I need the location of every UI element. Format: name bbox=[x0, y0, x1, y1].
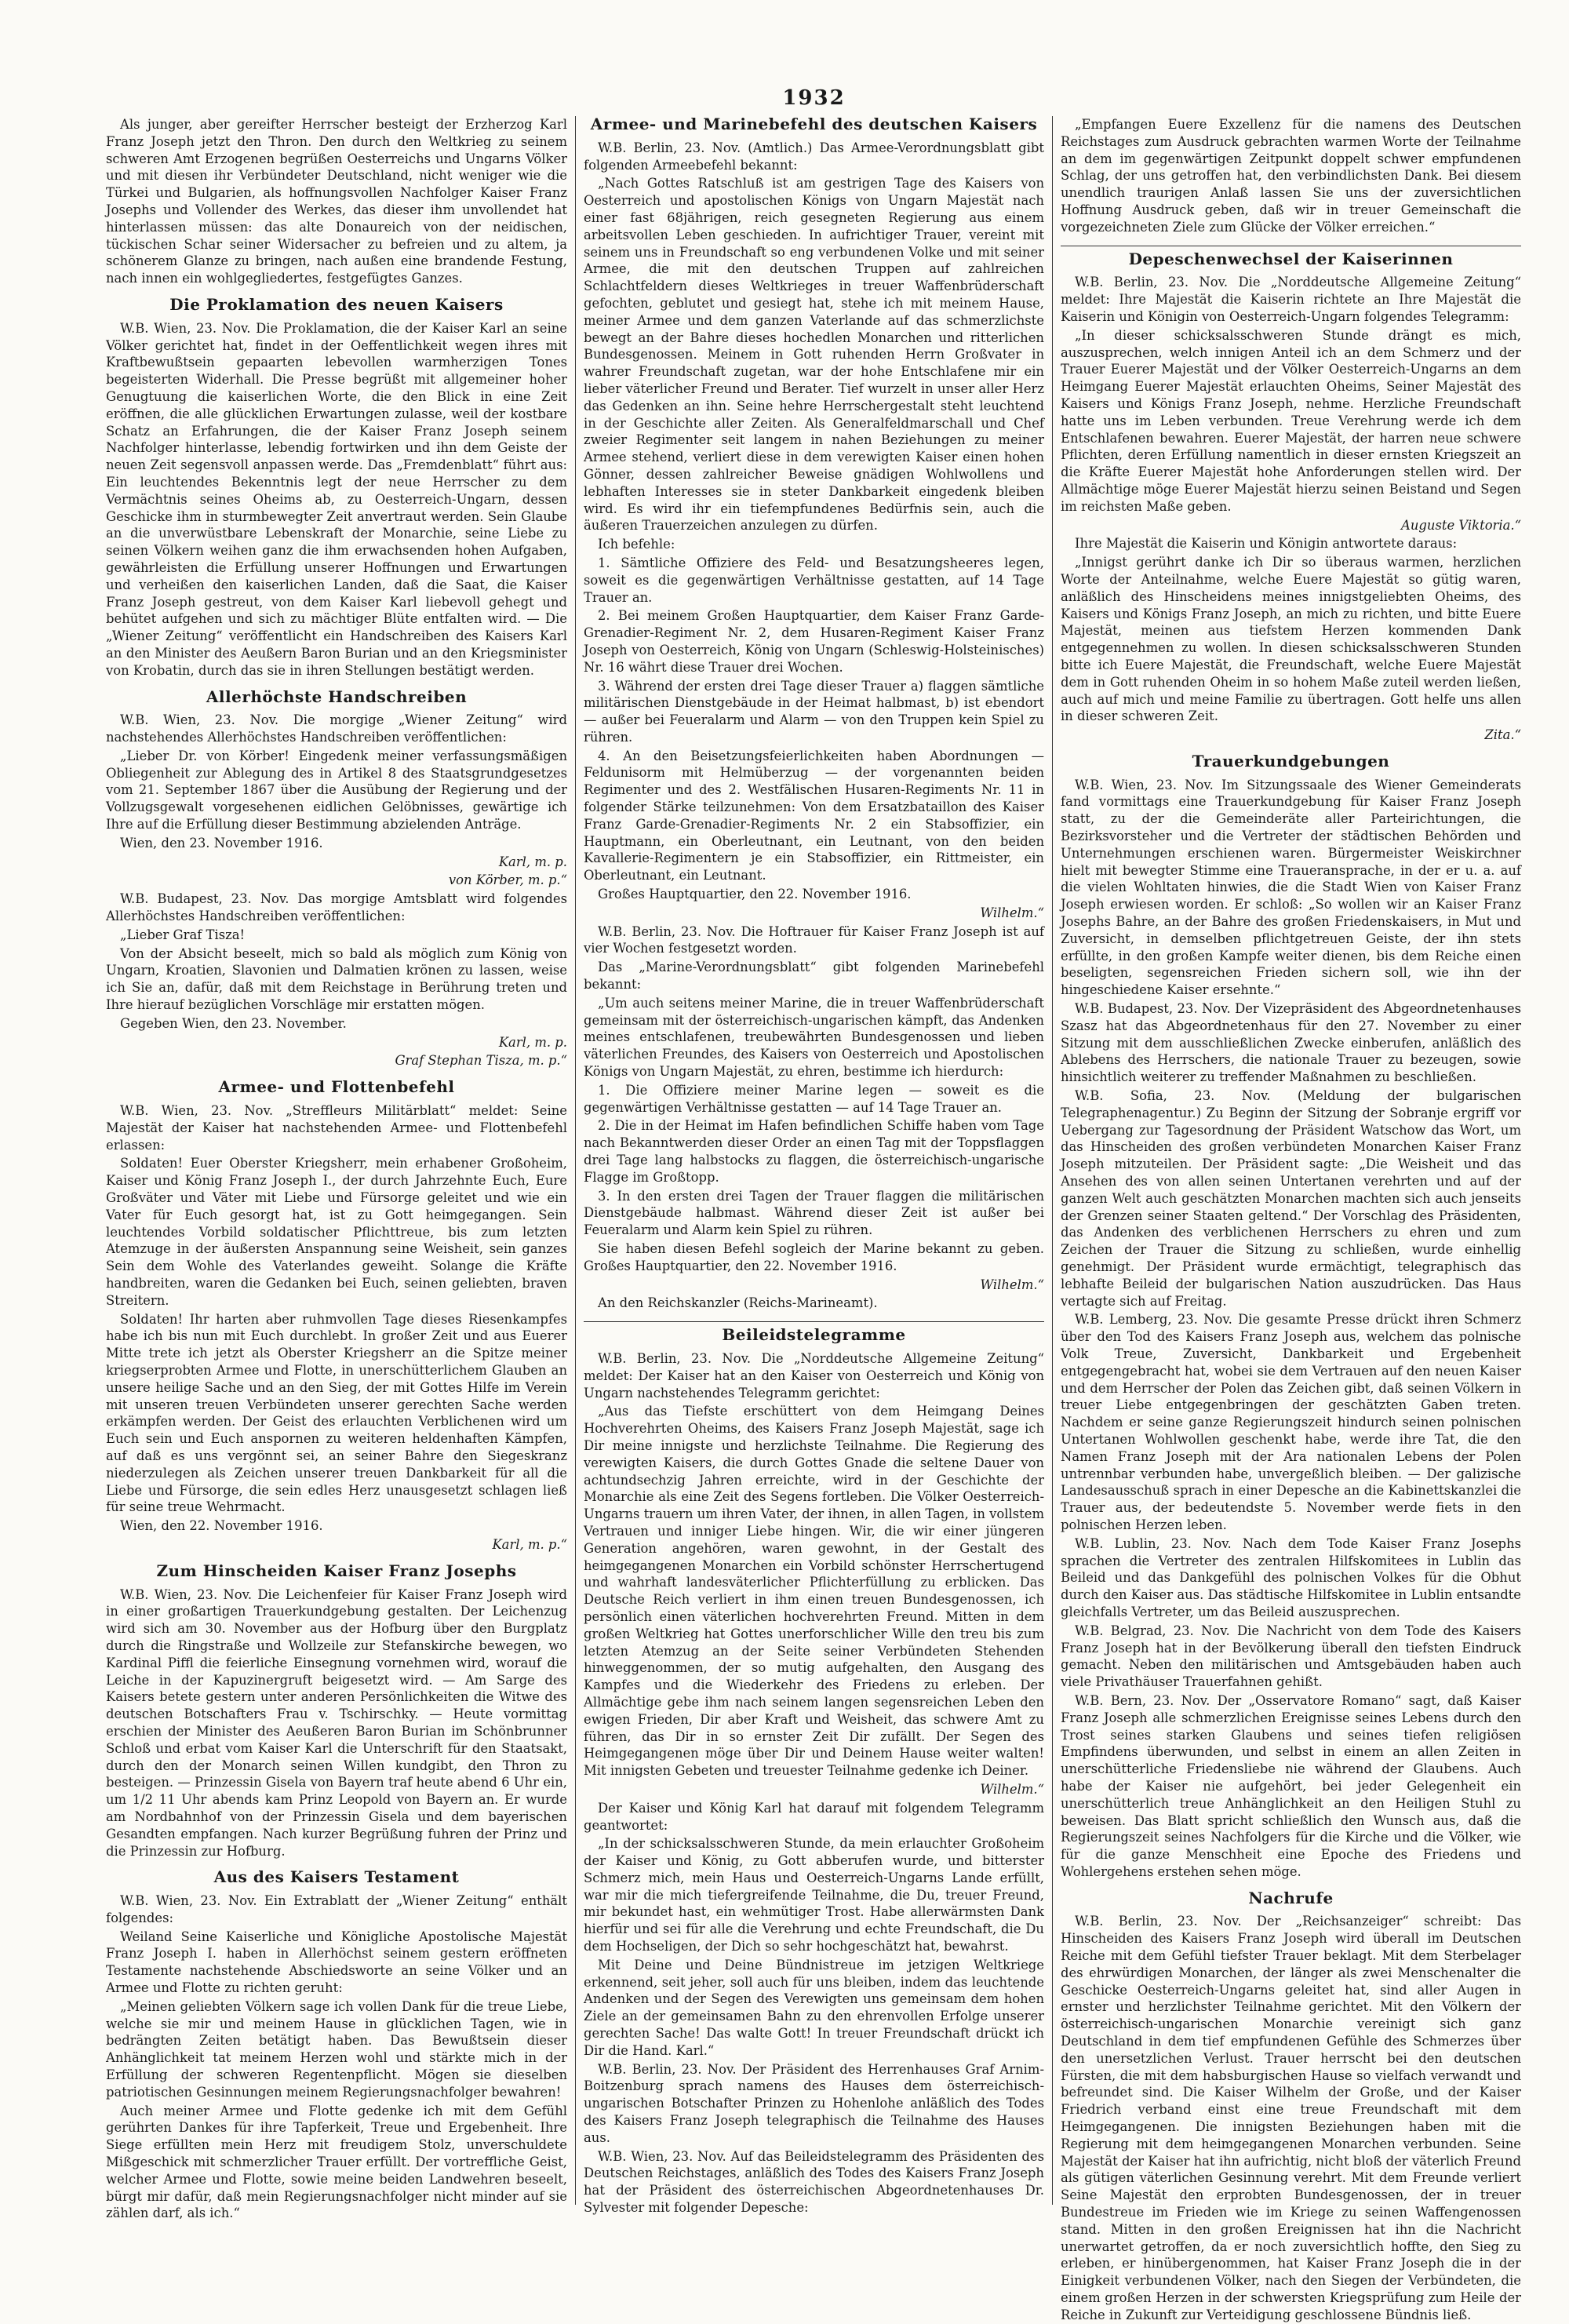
heading-marinebefehl: Armee- und Marinebefehl des deutschen Kaisers bbox=[590, 115, 1038, 133]
paragraph: Sie haben diesen Befehl sogleich der Marine bekannt zu geben. Großes Hauptquartier, den 22. November 1916. bbox=[584, 1241, 1044, 1273]
paragraph: W.B. Wien, 23. Nov. Die Leichenfeier für Kaiser Franz Joseph wird in einer großartigen Trauerkundgebung gestalten. Der Leichenzug wird sich am 30. November aus der Hofburg über den Burgplatz durch die Ringstraße und Wollzeile zur Stefanskirche bewegen, wo Kardinal Piffl die feierliche Einsegnung vornehmen wird, worauf die Leiche in der Kapuzinergruft beigesetzt wird. — Am Sarge des Kaisers betete gestern unter anderen Persönlichkeiten die Witwe des deutschen Botschafters Frau v. Tschirschky. — Heute vormittag erschien der Minister des Aeußeren Baron Burian im Schönbrunner Schloß und erbat vom Kaiser Karl die Unterschrift für den Staatsakt, durch den der Monarch seinen Willen kundgibt, den Thron zu besteigen. — Prinzessin Gisela von Bayern traf heute abend 6 Uhr ein, um 1/2 11 Uhr abends kam Prinz Leopold von Bayern an. Er wurde am Nordbahnhof von der Prinzessin Gisela und dem bayerischen Gesandten empfangen. Nach kurzer Begrüßung fuhren der Prinz und die Prinzessin zur Hofburg. bbox=[106, 1586, 567, 1859]
paragraph: 1. Die Offiziere meiner Marine legen — soweit es die gegenwärtigen Verhältnisse gestatten — auf 14 Tage Trauer an. bbox=[584, 1082, 1044, 1115]
paragraph: W.B. Berlin, 23. Nov. Der Präsident des Herrenhauses Graf Arnim-Boitzenburg sprach namens des Hauses dem österreichisch-ungarischen Botschafter Prinzen zu Hohenlohe anläßlich des Todes des Kaisers Franz Joseph telegraphisch die Teilnahme des Hauses aus. bbox=[584, 2061, 1044, 2145]
signature: von Körber, m. p.“ bbox=[448, 872, 567, 888]
paragraph: W.B. Berlin, 23. Nov. Die Hoftrauer für Kaiser Franz Joseph ist auf vier Wochen festgesetzt worden. bbox=[584, 923, 1044, 956]
paragraph: W.B. Wien, 23. Nov. „Streffleurs Militärblatt“ meldet: Seine Majestät der Kaiser hat nachstehenden Armee- und Flottenbefehl erlassen: bbox=[106, 1103, 567, 1153]
paragraph: Ihre Majestät die Kaiserin und Königin antwortete daraus: bbox=[1075, 536, 1458, 552]
intro-paragraph: Als junger, aber gereifter Herrscher besteigt der Erzherzog Karl Franz Joseph jetzt den Thron. Den durch den Weltkrieg zu seinem schweren Amt Erzogenen begrüßen Oesterreichs und Ungarns Völker und mit diesen ihr Verbündeter Deutschland, nicht weniger wie die Türkei und Bulgarien, als hoffnungsvollen Nachfolger Kaiser Franz Josephs und Vollender des Werkes, das dieser ihm unvollendet hat hinterlassen müssen: das alte Donaureich von der neidischen, tückischen Schar seiner Widersacher zu befreien und zu altem, ja schönerem Glanze zu bringen, nach außen eine brandende Festung, nach innen ein wohlgegliedertes, festgefügtes Ganzes. bbox=[106, 117, 567, 286]
dateline: Großes Hauptquartier, den 22. November 1916. bbox=[598, 887, 912, 902]
page-number: 1932 bbox=[782, 86, 846, 110]
paragraph: An den Reichskanzler (Reichs-Marineamt). bbox=[598, 1295, 878, 1311]
signature: Wilhelm.“ bbox=[980, 1277, 1044, 1292]
paragraph: W.B. Berlin, 23. Nov. Die „Norddeutsche Allgemeine Zeitung“ meldet: Der Kaiser hat an den Kaiser von Oesterreich und König von Ungarn nachstehendes Telegramm gerichtet: bbox=[584, 1350, 1044, 1401]
paragraph: W.B. Wien, 23. Nov. Die Proklamation, die der Kaiser Karl an seine Völker gerichtet hat, findet in der Oeffentlichkeit wegen ihres mit Kraftbewußtsein gepaarten lebevollen warmherzigen Tones begeisterten Widerhall. Die Presse begrüßt mit allgemeiner hoher Genugtuung die kaiserlichen Worte, die den Blick in eine Zeit eröffnen, die alle glücklichen Erwartungen zulasse, weil der kostbare Schatz an Erfahrungen, die der Kaiser Franz Joseph seinem Nachfolger hinterlasse, lebendig fortwirken und ihn dem Geiste der neuen Zeit segensvoll anpassen werde. Das „Fremdenblatt“ führt aus: Ein leuchtendes Bekenntnis legt der neue Herrscher zu dem Vermächtnis seines Oheims ab, zu Oesterreich-Ungarn, dessen Geschicke ihm in sturmbewegter Zeit anvertraut werden. Sein Glaube an die unverwüstbare Lebenskraft der Monarchie, seine Liebe zu seinen Völkern weihen ganz die ihm erwachsenden hohen Aufgaben, gewährleisten die Erfüllung unserer Hoffnungen und Erwartungen und verheißen den kaiserlichen Landen, daß die Saat, die Kaiser Franz Joseph gestreut, von dem Kaiser Karl liebevoll gehegt und behütet aufgehen und sich zu mächtiger Blüte entfalten wird. — Die „Wiener Zeitung“ veröffentlicht ein Handschreiben des Kaisers Karl an den Minister des Aeußern Baron Burian und an den Kriegsminister von Krobatin, durch das sie in ihren Stellungen bestätigt werden. bbox=[106, 320, 567, 678]
paragraph: 3. In den ersten drei Tagen der Trauer flaggen die militärischen Dienstgebäude halbmast. Während dieser Zeit ist außer bei Feueralarm und Alarm kein Spiel zu rühren. bbox=[584, 1188, 1044, 1238]
paragraph: „Meinen geliebten Völkern sage ich vollen Dank für die treue Liebe, welche sie mir und meinem Hause in glücklichen Tagen, wie in bedrängten Zeiten betätigt haben. Das Bewußtsein dieser Anhänglichkeit tat meinem Herzen wohl und stärkte mich in der Erfüllung der schweren Regentenpflicht. Mögen sie dieselben patriotischen Gesinnungen meinem Regierungsnachfolger bewahren! bbox=[106, 1998, 567, 2100]
heading-beileidstelegramme: Beileidstelegramme bbox=[584, 1321, 1044, 1344]
paragraph: Mit Deine und Deine Bündnistreue im jetzigen Weltkriege erkennend, seit jeher, soll auch für uns bleiben, indem das leuchtende Andenken und der Segen des Verewigten uns gemeinsam dem hohen Ziele an der gemeinsamen Bahn zu den ehrenvollen Erfolge unserer gerechten Sache! Das walte Gott! In treuer Freundschaft drückt ich Dir die Hand. Karl.“ bbox=[584, 1957, 1044, 2058]
paragraph: Der Kaiser und König Karl hat darauf mit folgendem Telegramm geantwortet: bbox=[584, 1800, 1044, 1833]
paragraph: W.B. Wien, 23. Nov. Ein Extrablatt der „Wiener Zeitung“ enthält folgendes: bbox=[106, 1893, 567, 1925]
paragraph: „Innigst gerührt danke ich Dir so überaus warmen, herzlichen Worte der Anteilnahme, welche Euere Majestät so gütig waren, anläßlich des Hinscheidens meines innigstgeliebten Oheims, des Kaisers und Königs Franz Joseph, an mich zu richten, und bitte Euere Majestät, meinen aus tiefstem Herzen kommenden Dank entgegennehmen zu wollen. In diesen schicksalsschweren Stunden bitte ich Euere Majestät, die Freundschaft, welche Euere Majestät dem in Gott ruhenden Oheim in so hohem Maße zuteil werden ließen, auch auf mich und meine Familie zu übertragen. Gott helfe uns allen in dieser schweren Zeit. bbox=[1061, 555, 1521, 724]
paragraph: Weiland Seine Kaiserliche und Königliche Apostolische Majestät Franz Joseph I. haben in Allerhöchst seinem gestern eröffneten Testamente nachstehende Abschiedsworte an seine Völker und an Armee und Flotte zu richten geruht: bbox=[106, 1929, 567, 1996]
paragraph: Soldaten! Euer Oberster Kriegsherr, mein erhabener Großoheim, Kaiser und König Franz Joseph I., der durch Jahrzehnte Euch, Eure Großväter und Väter mit Liebe und Fürsorge geleitet und wie ein Vater für Euch gesorgt hat, ist zu Gott heimgegangen. Sein leuchtendes Vorbild soldatischer Pflichttreue, bis zum letzten Atemzuge in der äußersten Anspannung seine Weisheit, sein ganzes Sein dem Wohle des Vaterlandes geweiht. Solange die Kräfte handbreiten, waren die Gedanken bei Euch, seinen geliebten, braven Streitern. bbox=[106, 1156, 567, 1308]
signature: Karl, m. p. bbox=[498, 1034, 567, 1050]
paragraph: W.B. Wien, 23. Nov. Auf das Beileidstelegramm des Präsidenten des Deutschen Reichstages, anläßlich des Todes des Kaisers Franz Joseph hat der Präsident des österreichischen Abgeordnetenhauses Dr. Sylvester mit folgender Depesche: bbox=[584, 2148, 1044, 2216]
paragraph: W.B. Berlin, 23. Nov. Die „Norddeutsche Allgemeine Zeitung“ meldet: Ihre Majestät die Kaiserin richtete an Ihre Majestät die Kaiserin und Königin von Oesterreich-Ungarn folgendes Telegramm: bbox=[1061, 275, 1521, 324]
paragraph: W.B. Lemberg, 23. Nov. Die gesamte Presse drückt ihren Schmerz über den Tod des Kaisers Franz Joseph aus, welchem das polnische Volk Treue, Zuversicht, Dankbarkeit und Ergebenheit entgegengebracht hat, wobei sie dem Vertrauen auf den neuen Kaiser und dem Herrscher der Polen das Zeichen gibt, daß seinen Völkern in treuer Liebe entgegenbringen der geschätzten Gaben treten. Nachdem er seine ganze Regierungszeit hindurch seinen polnischen Untertanen Wohlwollen geschenkt habe, werde ihre Tat, die den Namen Franz Joseph mit der Ara nationalen Lebens der Polen untrennbar verbunden habe, unvergeßlich bleiben. — Der galizische Landesausschuß sprach in einer Depesche an die Kabinettskanzlei die Trauer aus, der bedeutendste 5. November werde fiets in den polnischen Herzen leben. bbox=[1061, 1312, 1521, 1532]
paragraph: Auch meiner Armee und Flotte gedenke ich mit dem Gefühl gerührten Dankes für ihre Tapferkeit, Treue und Ergebenheit. Ihre Siege erfüllten mein Herz mit freudigem Stolz, unverschuldete Mißgeschick mit schmerzlicher Trauer erfüllt. Der vortreffliche Geist, welcher Armee und Flotte, sowie meine beiden Landwehren beseelt, bürgt mir dafür, daß mein Regierungsnachfolger nicht minder auf sie zählen darf, als ich.“ bbox=[106, 2103, 567, 2221]
paragraph: „Lieber Graf Tisza! bbox=[120, 927, 246, 942]
signature: Karl, m. p. bbox=[498, 854, 567, 869]
column-3 bbox=[1052, 116, 1529, 2322]
paragraph: „Nach Gottes Ratschluß ist am gestrigen Tage des Kaisers von Oesterreich und apostolischen Königs von Ungarn Majestät nach einer fast 68jährigen, reich gesegneten Regierung aus einem arbeitsvollen Leben geschieden. In aufrichtiger Trauer, vereint mit seinem uns in Freundschaft so eng verbundenen Volke und mit seiner Armee, die mit den deutschen Truppen auf zahlreichen Schlachtfeldern dieses Weltkrieges in treuer Waffenbrüderschaft gefochten, geblutet und gesiegt hat, stehe ich mit meinem Hause, meiner Armee und dem ganzen Vaterlande auf das schmerzlichste bewegt an der Bahre dieses hochedlen Monarchen und ritterlichen Bundesgenossen. Meinem in Gott ruhenden Herrn Großvater in wahrer Freundschaft zugetan, war der hohe Entschlafene mir ein lieber väterlicher Freund und Berater. Tief wurzelt in unser aller Herz das Gedenken an ihn. Seine hehre Herrschergestalt steht leuchtend in der Geschichte aller Zeiten. Als Generalfeldmarschall und Chef zweier Regimenter seit langem in nahen Beziehungen zu meiner Armee stehend, verliert diese in dem verewigten Kaiser einen hohen Gönner, dessen zahlreicher Beweise gnädigen Wohlwollens und lebhaften Interesses sie in steter Dankbarkeit eingedenk bleiben wird. Es wird ihr ein tiefempfundenes Bedürfnis sein, auch die äußeren Trauerzeichen anzulegen zu dürfen. bbox=[584, 176, 1044, 534]
heading-handschreiben: Allerhöchste Handschreiben bbox=[206, 687, 468, 706]
paragraph: W.B. Wien, 23. Nov. Im Sitzungssaale des Wiener Gemeinderats fand vormittags eine Trauerkundgebung für Kaiser Franz Joseph statt, zu der die Gemeinderäte aller Parteirichtungen, die Bezirksvorsteher und die Vertreter der städtischen Behörden und Unternehmungen erschienen waren. Bürgermeister Weiskirchner hielt mit bewegter Stimme eine Traueransprache, in der er u. a. auf die vielen Wohltaten hinwies, die die Stadt Wien von Kaiser Franz Joseph erwiesen worden. Er schloß: „So wollen wir an Kaiser Franz Josephs Bahre, an der Bahre des großen Friedenskaisers, in Mut und Zuversicht, in demselben pflichtgetreuen Geiste, der ihn stets erfüllte, in den großen Kampfe weiter dienen, bis dem Reiche einen beseligten, segensreichen Frieden sichern soll, wie ihn der hingeschiedene Kaiser ersehnte.“ bbox=[1061, 777, 1521, 998]
paragraph: Das „Marine-Verordnungsblatt“ gibt folgenden Marinebefehl bekannt: bbox=[584, 960, 1044, 993]
paragraph: W.B. Wien, 23. Nov. Die morgige „Wiener Zeitung“ wird nachstehendes Allerhöchstes Handschreiben veröffentlichen: bbox=[106, 712, 567, 745]
heading-nachrufe: Nachrufe bbox=[1248, 1888, 1334, 1907]
paragraph: 4. An den Beisetzungsfeierlichkeiten haben Abordnungen — Feldunisorm mit Helmüberzug — der vorgenannten beiden Regimenter und des 2. Westfälischen Husaren-Regiments Nr. 11 in folgender Stärke teilzunehmen: Von dem Ersatzbataillon des Kaiser Franz Garde-Grenadier-Regiments Nr. 2 ein Stabsoffizier, ein Hauptmann, ein Oberleutnant, ein Leutnant, von den beiden Kavallerie-Regimentern je ein Stabsoffizier, ein Rittmeister, ein Oberleutnant, ein Leutnant. bbox=[584, 748, 1044, 883]
heading-trauerkundgebungen: Trauerkundgebungen bbox=[1192, 751, 1390, 770]
paragraph: 2. Bei meinem Großen Hauptquartier, dem Kaiser Franz Garde-Grenadier-Regiment Nr. 2, dem Husaren-Regiment Kaiser Franz Joseph von Oesterreich, König von Ungarn (Schleswig-Holsteinisches) Nr. 16 währt diese Trauer drei Wochen. bbox=[584, 608, 1044, 675]
heading-proklamation: Die Proklamation des neuen Kaisers bbox=[169, 294, 504, 314]
signature: Graf Stephan Tisza, m. p.“ bbox=[395, 1053, 567, 1069]
signature: Auguste Viktoria.“ bbox=[1401, 517, 1521, 533]
heading-testament: Aus des Kaisers Testament bbox=[213, 1867, 460, 1887]
paragraph: „In der schicksalsschweren Stunde, da mein erlauchter Großoheim der Kaiser und König, zu Gott abberufen wurde, und bitterster Schmerz mich, mein Haus und Oesterreich-Ungarns Lande erfüllt, war mir die mich tiefergreifende Teilnahme, die Du, treuer Freund, mir bekundet hast, ein wehmütiger Trost. Habe allerwärmsten Dank hierfür und sei für alle die Verehrung und echte Freundschaft, die Du dem Hochseligen, der Dich so sehr hochgeschätzt hat, bewahrst. bbox=[584, 1836, 1044, 1954]
dateline: Gegeben Wien, den 23. November. bbox=[120, 1015, 347, 1031]
dateline: Wien, den 22. November 1916. bbox=[120, 1518, 323, 1534]
paragraph: W.B. Bern, 23. Nov. Der „Osservatore Romano“ sagt, daß Kaiser Franz Joseph alle schmerzlichen Ereignisse seines Lebens durch den Trost seines starken Glaubens und seines tiefen religiösen Empfindens überwunden, und selbst in einem an allen Zeiten in unerschütterliche Friedensliebe nie während der Glaubens. Auch habe der Kaiser nie aufgehört, bei jeder Gelegenheit ein unerschütterlich treue Anhänglichkeit an den Heiligen Stuhl zu beweisen. Das Blatt spricht schließlich den Wunsch aus, daß die Regierungszeit seines Nachfolgers für die Kirche und die Völker, wie für die ganze Menschheit eine Epoche des Friedens und Wohlergehens erstehen sehen möge. bbox=[1061, 1692, 1521, 1879]
paragraph: W.B. Belgrad, 23. Nov. Die Nachricht von dem Tode des Kaisers Franz Joseph hat in der Bevölkerung überall den tiefsten Eindruck gemacht. Neben den militärischen und Amtsgebäuden haben auch viele Privathäuser Trauerfahnen gehißt. bbox=[1061, 1623, 1521, 1690]
paragraph: „Empfangen Euere Exzellenz für die namens des Deutschen Reichstages zum Ausdruck gebrachten warmen Worte der Teilnahme an dem im gegenwärtigen Zeitpunkt doppelt schwer empfundenen Schlag, der uns getroffen hat, den verbindlichsten Dank. Bei diesem unendlich traurigen Anlaß lassen Sie uns der zuversichtlichen Hoffnung Ausdruck geben, daß wir in treuer Gemeinschaft die vorgezeichneten Ziele zum Glücke der Völker erreichen.“ bbox=[1061, 117, 1521, 235]
signature: Zita.“ bbox=[1484, 727, 1521, 743]
paragraph: „In dieser schicksalsschweren Stunde drängt es mich, auszusprechen, welch innigen Anteil ich an dem Schmerz und der Trauer Euerer Majestät und der Völker Oesterreich-Ungarns an dem Heimgang Euerer Majestät erlauchten Oheims, Seiner Majestät des Kaisers und Königs Franz Joseph, nehme. Herzliche Freundschaft hatte uns im Leben verbunden. Treue Verehrung werde ich dem Entschlafenen bewahren. Euerer Majestät, der harren neue schwere Pflichten, deren Erfüllung namentlich in dieser ernsten Kriegszeit an die Kräfte Euerer Majestät hohe Anforderungen stellen wird. Der Allmächtige möge Euerer Majestät hierzu seinen Beistand und Segen im reichsten Maße geben. bbox=[1061, 327, 1521, 514]
heading-kaiserinnen: Depeschenwechsel der Kaiserinnen bbox=[1061, 246, 1521, 268]
paragraph: „Lieber Dr. von Körber! Eingedenk meiner verfassungsmäßigen Obliegenheit zur Ablegung des in Artikel 8 des Staatsgrundgesetzes vom 21. September 1867 über die Ausübung der Regierung und der Vollzugsgewalt vorgesehenen eidlichen Gelöbnisses, gewärtige ich Ihre auf die Erfüllung dieser Bestimmung abzielenden Anträge. bbox=[106, 748, 567, 832]
columns bbox=[98, 115, 1530, 2322]
heading-hinscheiden: Zum Hinscheiden Kaiser Franz Josephs bbox=[156, 1561, 517, 1580]
paragraph: „Aus das Tiefste erschüttert von dem Heimgang Deines Hochverehrten Oheims, des Kaisers Franz Joseph Majestät, sage ich Dir meine innigste und herzlichste Teilnahme. Die Regierung des verewigten Kaisers, die durch Gottes Gnade die seltene Dauer von achtundsechzig Jahren erreichte, wird in der Geschichte der Monarchie als eine Zeit des Segens fortleben. Die Völker Oesterreich-Ungarns trauern um ihren Vater, der ihnen, in allen Tagen, in vollstem Vertrauen und inniger Liebe hingen. Wir, die wir einer jüngeren Generation angehören, waren gewohnt, in der Gestalt des heimgegangenen Monarchen ein Vorbild schönster Herrschertugend und wahrhaft landesväterlicher Pflichterfüllung zu erblicken. Das Deutsche Reich verliert in ihm einen treuen Bundesgenossen, ich persönlich einen väterlichen hochverehrten Freund. Mitten in dem großen Weltkrieg hat Gottes unerforschlicher Wille den treu bis zum letzten Atemzug an der Seite seiner Verbündeten Stehenden hinweggenommen, der so mutig aufgehalten, den Ausgang des Kampfes und die Wiederkehr des Friedens zu erleben. Der Allmächtige gebe ihm nach seinem langen segensreichen Leben den ewigen Frieden, Dir aber Kraft und Weisheit, das schwere Amt zu führen, das Dir in so ernster Zeit Dir zufällt. Der Segen des Heimgegangenen möge über Dir und Deinem Hause weiter walten! Mit innigsten Gebeten und treuester Teilnahme gedenke ich Deiner. bbox=[584, 1404, 1044, 1779]
paragraph: W.B. Berlin, 23. Nov. (Amtlich.) Das Armee-Verordnungsblatt gibt folgenden Armeebefehl bekannt: bbox=[584, 140, 1044, 173]
paragraph: Ich befehle: bbox=[598, 537, 675, 552]
paragraph: 1. Sämtliche Offiziere des Feld- und Besatzungsheeres legen, soweit es die gegenwärtigen Verhältnisse gestatten, auf 14 Tage Trauer an. bbox=[584, 555, 1044, 605]
paragraph: W.B. Budapest, 23. Nov. Der Vizepräsident des Abgeordnetenhauses Szasz hat das Abgeordnetenhaus für den 27. November zu einer Sitzung mit dem ausschließlichen Zwecke einberufen, anläßlich des Ablebens des Herrschers, die nationale Trauer zu bezeugen, sowie hinsichtlich weiterer zu treffender Maßnahmen zu beschließen. bbox=[1061, 1001, 1521, 1085]
paragraph: Soldaten! Ihr harten aber ruhmvollen Tage dieses Riesenkampfes habe ich bis nun mit Euch durchlebt. In großer Zeit und aus Euerer Mitte trete ich jetzt als Oberster Kriegsherr an die Spitze meiner kriegserprobten Armee und Flotte, in unerschütterlichem Glauben an unsere heilige Sache und an den Sieg, der mit Gottes Hilfe im Verein mit unseren treuen Verbündeten unserer gerechten Sache werden erkämpfen werden. Der Geist des erlauchten Verblichenen wird um Euch sein und Euch anspornen zu weiteren heldenhaften Kämpfen, auf daß es uns vergönnt sei, an seiner Bahre den Siegeskranz niederzulegen als Zeichen unserer treuen Dankbarkeit für all die Liebe und Fürsorge, die sein edles Herz unausgesetzt schlagen ließ für seine treue Wehrmacht. bbox=[106, 1311, 567, 1515]
newspaper-page bbox=[98, 86, 1530, 2322]
signature: Wilhelm.“ bbox=[980, 905, 1044, 920]
paragraph: Von der Absicht beseelt, mich so bald als möglich zum König von Ungarn, Kroatien, Slavonien und Dalmatien krönen zu lassen, weise ich Sie an, dafür, daß mit dem Reichstage in Berührung treten und Ihre hierauf bezüglichen Vorschläge mir erstatten mögen. bbox=[106, 945, 567, 1013]
column-2 bbox=[575, 115, 1052, 2216]
paragraph: 2. Die in der Heimat im Hafen befindlichen Schiffe haben vom Tage nach Bekanntwerden dieser Order an einen Tag mit der Toppsflaggen drei Tage lang halbstocks zu flaggen, die österreichisch-ungarische Flagge im Großtopp. bbox=[584, 1118, 1044, 1185]
paragraph: 3. Während der ersten drei Tage dieser Trauer a) flaggen sämtliche militärischen Dienstgebäude in der Heimat halbmast, b) ist ebendort — außer bei Feueralarm und Alarm — von den Truppen kein Spiel zu rühren. bbox=[584, 678, 1044, 745]
paragraph: W.B. Berlin, 23. Nov. Der „Reichsanzeiger“ schreibt: Das Hinscheiden des Kaisers Franz Joseph wird überall im Deutschen Reiche mit dem Gefühl tiefster Trauer beklagt. Mit dem Sterbelager des ehrwürdigen Monarchen, der länger als zwei Menschenalter die Geschicke Oesterreich-Ungarns geleitet hat, sind aller Augen in ernster und herzlichster Teilnahme gerichtet. Mit den Völkern der österreichisch-ungarischen Monarchie vereinigt sich ganz Deutschland in dem tief empfundenen Gefühle des Schmerzes über den unersetzlichen Verlust. Trauer herrscht bei den deutschen Fürsten, die mit dem habsburgischen Hause so vielfach verwandt und befreundet sind. Die Kaiser Wilhelm der Große, und der Kaiser Friedrich verband einst eine treue Freundschaft mit dem Heimgegangenen. Die innigsten Beziehungen haben mit die Regierung mit dem heimgegangenen Monarchen verbunden. Seine Majestät der Kaiser hat ihn aufrichtig, nicht bloß der väterlich Freund als gütigen väterlichen Gesinnung verehrt. Mit dem Freunde verliert Seine Majestät den erprobten Bundesgenossen, der in treuer Bundestreue im Frieden wie im Kriege zu seinen Waffengenossen stand. Mitten in den großen Ereignissen hat ihn die Nachricht unerwartet getroffen, da er noch zuversichtlich hoffte, den Sieg zu erleben, er hinübergenommen, hat Kaiser Franz Joseph die in der Einigkeit verbundenen Völker, nach den Siegen der Verbündeten, die einem großen Herzen in der schwersten Kriegsprüfung zum Heile der Reiche in Zukunft zur Verteidigung geschlossene Bündnis ließ. bbox=[1061, 1914, 1521, 2322]
paragraph: „Um auch seitens meiner Marine, die in treuer Waffenbrüderschaft gemeinsam mit der österreichisch-ungarischen kämpft, das Andenken meines entschlafenen, treubewährten Bundesgenossen und lieben väterlichen Freundes, des Kaisers von Oesterreich und Apostolischen Königs von Ungarn Majestät, zu ehren, bestimme ich hierdurch: bbox=[584, 995, 1044, 1080]
signature: Wilhelm.“ bbox=[980, 1781, 1044, 1797]
dateline: Wien, den 23. November 1916. bbox=[120, 835, 323, 851]
heading-armeebefehl: Armee- und Flottenbefehl bbox=[218, 1077, 455, 1097]
paragraph: W.B. Budapest, 23. Nov. Das morgige Amtsblatt wird folgendes Allerhöchstes Handschreiben veröffentlichen: bbox=[106, 891, 567, 924]
paragraph: W.B. Sofia, 23. Nov. (Meldung der bulgarischen Telegraphenagentur.) Zu Beginn der Sitzung der Sobranje ergriff vor Uebergang zur Tagesordnung der Präsident Watschow das Wort, um das Hinscheiden des großen verbündeten Monarchen Kaiser Franz Joseph mitzuteilen. Der Präsident sagte: „Die Weisheit und das Ansehen des von allen seinen Untertanen verehrten und auf der ganzen Welt auch geschätzten Monarchen machten sich auch jenseits der Grenzen seiner Staaten geltend.“ Der Vorschlag des Präsidenten, das Andenken des verblichenen Herrschers zu ehren und zum Zeichen der Trauer die Sitzung zu schließen, wurde einhellig genehmigt. Der Präsident wurde ermächtigt, telegraphisch das lebhafte Beileid der bulgarischen Nation auszudrücken. Das Haus vertagte sich auf Freitag. bbox=[1061, 1088, 1521, 1309]
column-1 bbox=[98, 116, 575, 2221]
paragraph: W.B. Lublin, 23. Nov. Nach dem Tode Kaiser Franz Josephs sprachen die Vertreter des zentralen Hilfskomitees in Lublin das Beileid und das Dankgefühl des polnischen Volkes für die Obhut durch den Kaiser aus. Das städtische Hilfskomitee in Lublin entsandte gleichfalls Vertreter, um das Beileid auszusprechen. bbox=[1061, 1535, 1521, 1619]
signature: Karl, m. p.“ bbox=[492, 1536, 567, 1552]
